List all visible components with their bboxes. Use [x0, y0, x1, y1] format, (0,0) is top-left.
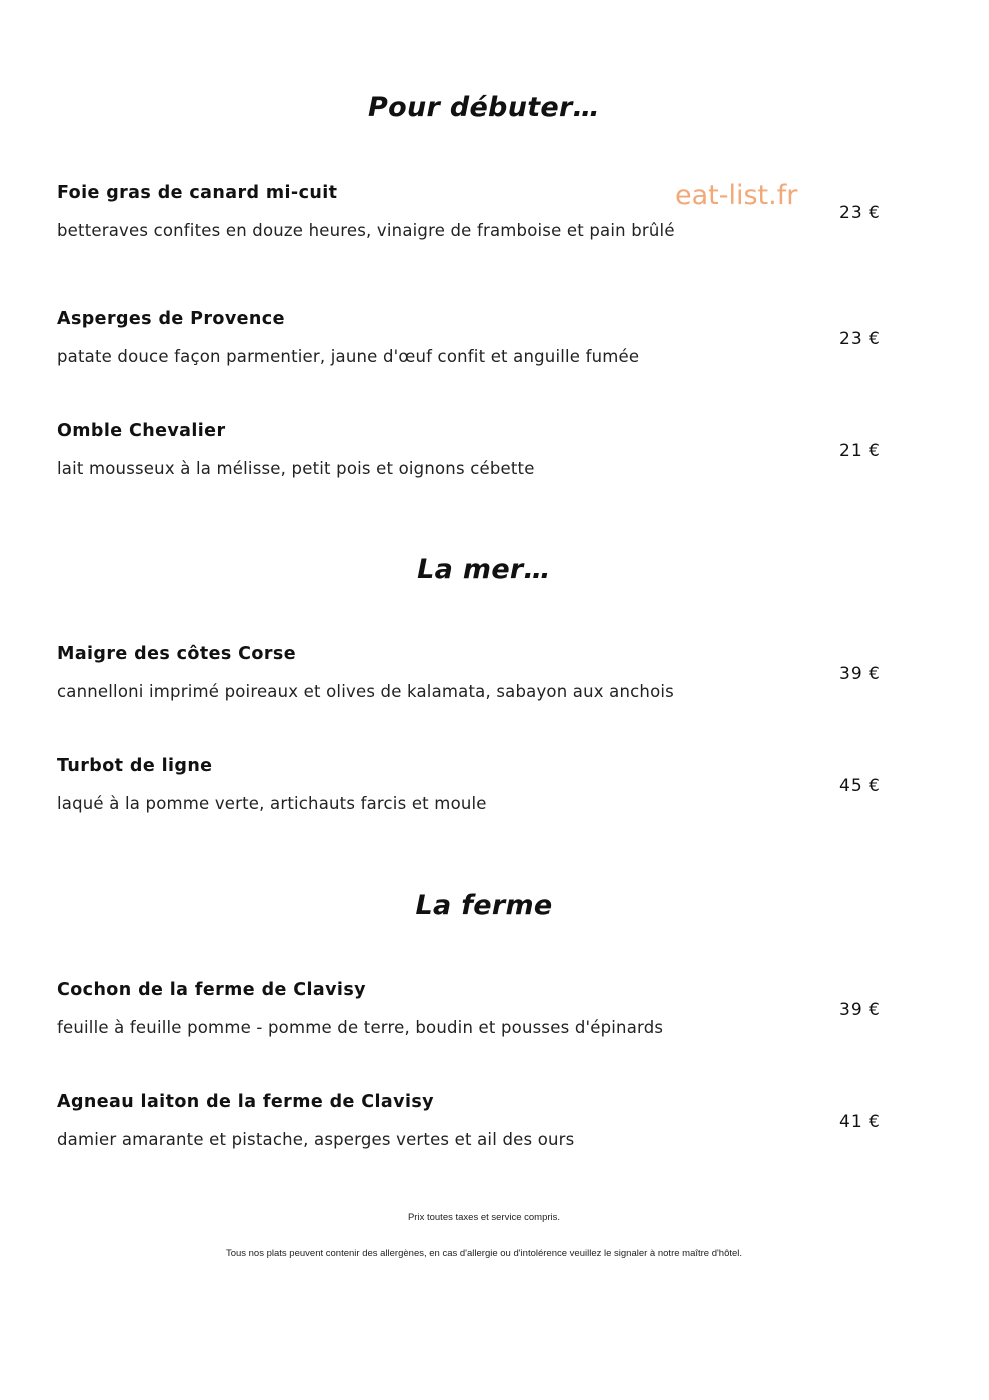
dish-price: 23 € [839, 329, 881, 349]
dish-price: 23 € [839, 203, 881, 223]
dish-price: 41 € [839, 1112, 881, 1132]
dish-name: Cochon de la ferme de Clavisy [57, 980, 366, 1000]
dish-description: betteraves confites en douze heures, vinaigre de framboise et pain brûlé [57, 221, 675, 240]
dish-description: damier amarante et pistache, asperges vertes et ail des ours [57, 1130, 575, 1149]
section-title-farm: La ferme [415, 890, 553, 921]
dish-name: Agneau laiton de la ferme de Clavisy [57, 1092, 434, 1112]
dish-description: lait mousseux à la mélisse, petit pois et oignons cébette [57, 459, 535, 478]
prices-note: Prix toutes taxes et service compris. [407, 1212, 561, 1223]
allergen-note: Tous nos plats peuvent contenir des allergènes, en cas d'allergie ou d'intolérence veuillez le signaler à notre maître d'hôtel. [225, 1248, 743, 1259]
section-title-sea: La mer… [417, 554, 551, 585]
dish-description: laqué à la pomme verte, artichauts farcis et moule [57, 794, 487, 813]
dish-price: 21 € [839, 441, 881, 461]
dish-description: patate douce façon parmentier, jaune d'œuf confit et anguille fumée [57, 347, 640, 366]
dish-name: Asperges de Provence [57, 309, 285, 329]
dish-name: Turbot de ligne [57, 756, 213, 776]
dish-price: 39 € [839, 664, 881, 684]
dish-name: Omble Chevalier [57, 421, 226, 441]
dish-price: 45 € [839, 776, 881, 796]
section-title-starters: Pour débuter… [368, 92, 600, 123]
dish-name: Maigre des côtes Corse [57, 644, 296, 664]
dish-name: Foie gras de canard mi-cuit [57, 183, 338, 203]
dish-price: 39 € [839, 1000, 881, 1020]
dish-description: cannelloni imprimé poireaux et olives de kalamata, sabayon aux anchois [57, 682, 674, 701]
dish-description: feuille à feuille pomme - pomme de terre, boudin et pousses d'épinards [57, 1018, 664, 1037]
watermark-logo: eat-list.fr [675, 180, 798, 211]
